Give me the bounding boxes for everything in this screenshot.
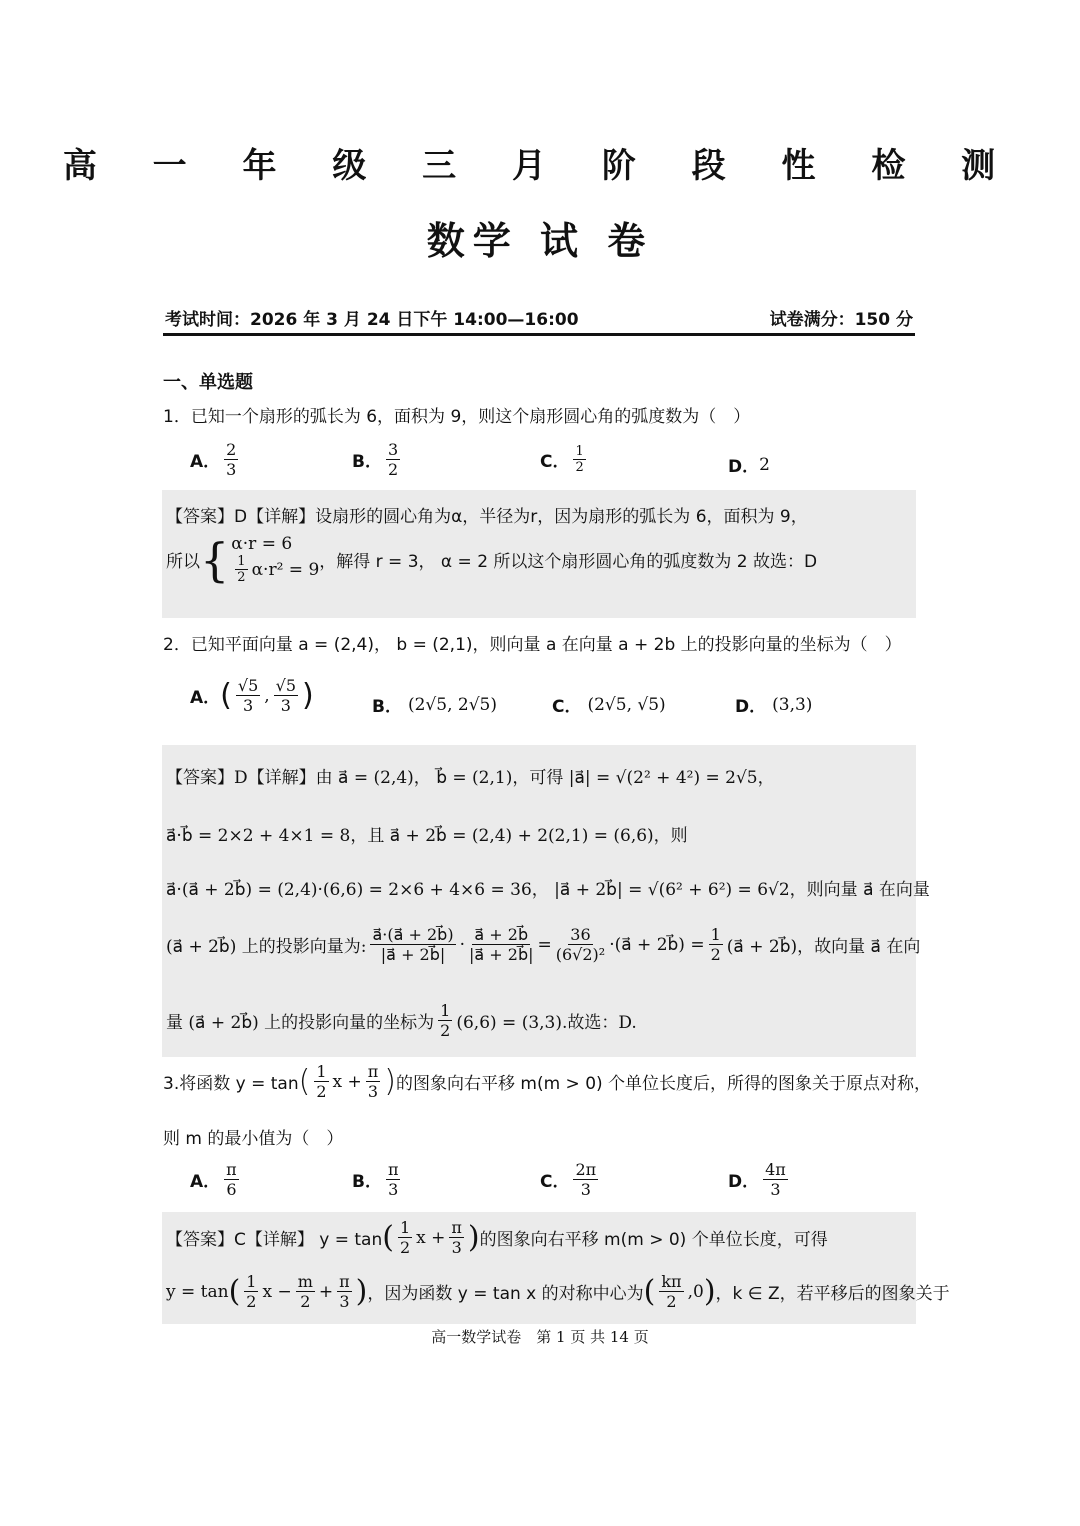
system-prefix: 所以 xyxy=(166,552,200,572)
fraction-numerator: m xyxy=(297,1272,313,1291)
exam-time: 考试时间：2026 年 3 月 24 日下午 14:00—16:00 xyxy=(165,310,579,330)
left-paren: ( xyxy=(220,677,232,713)
fraction-denominator: 2 xyxy=(710,945,721,964)
fraction-numerator: kπ xyxy=(661,1272,682,1291)
line2-middle: ，因为函数 y = tan x 的对称中心为 xyxy=(367,1284,644,1304)
q2-option-d xyxy=(735,692,812,717)
q2-answer-line3: a⃗·(a⃗ + 2b⃗) = (2,4)·(6,6) = 2×6 + 4×6 = 36， |a⃗ + 2b⃗| = √(6² + 6²) = 6√2，则向量 a⃗ 在向量 xyxy=(166,880,930,900)
fraction-numerator: √5 xyxy=(275,676,297,695)
line4-middle: ·(a⃗ + 2b⃗) = xyxy=(609,934,705,955)
fraction-denominator: 3 xyxy=(367,1082,379,1101)
right-paren: ) xyxy=(384,1063,396,1099)
option-label: B． xyxy=(352,452,382,472)
fraction-denominator: 2 xyxy=(246,1292,257,1311)
fraction-numerator: π xyxy=(451,1218,462,1237)
fraction-denominator: 3 xyxy=(226,460,237,479)
q1-answer-box xyxy=(162,490,916,618)
x-minus: x − xyxy=(262,1281,292,1302)
line5-suffix: (6,6) = (3,3).故选：D. xyxy=(456,1013,637,1033)
answer-text: 【答案】D【详解】设扇形的圆心角为α，半径为r，因为扇形的弧长为 6，面积为 9， xyxy=(166,507,808,527)
q1-answer-system xyxy=(166,534,817,585)
fraction-numerator: π xyxy=(339,1272,350,1291)
fraction-denominator: 3 xyxy=(280,696,291,715)
fraction-denominator: 2 xyxy=(300,1292,311,1311)
fraction-denominator: |a⃗ + 2b⃗| xyxy=(380,945,446,964)
fraction-numerator: 1 xyxy=(316,1062,327,1081)
fraction-denominator: 3 xyxy=(580,1180,591,1199)
line4-prefix: (a⃗ + 2b⃗) 上的投影向量为: xyxy=(166,937,367,957)
option-label: D． xyxy=(735,697,767,717)
fraction-numerator: 3 xyxy=(387,440,399,459)
fraction-numerator: 1 xyxy=(399,1218,411,1237)
fraction-numerator: 4π xyxy=(765,1160,786,1179)
left-paren: ( xyxy=(228,1273,241,1309)
q2-answer-line1: 【答案】D【详解】由 a⃗ = (2,4)， b⃗ = (2,1)，可得 |a⃗| = √(2² + 4²) = 2√5， xyxy=(166,768,775,788)
q3-answer-box xyxy=(162,1212,950,1324)
dot-operator: · xyxy=(459,934,465,955)
option-label: A． xyxy=(190,688,221,708)
line2-prefix: y = tan xyxy=(166,1281,229,1302)
section-title: 一、单选题 xyxy=(163,372,253,393)
fraction-denominator: 3 xyxy=(451,1238,462,1257)
fraction-denominator: 3 xyxy=(770,1180,781,1199)
full-score: 试卷满分：150 分 xyxy=(769,310,913,330)
q2-answer-box xyxy=(162,745,930,1057)
fraction-numerator: a⃗ + 2b⃗ xyxy=(474,925,529,944)
q3-stem-suffix: 的图象向右平移 m(m > 0) 个单位长度后，所得的图象关于原点对称， xyxy=(395,1074,932,1094)
line5-prefix: 量 (a⃗ + 2b⃗) 上的投影向量的坐标为 xyxy=(166,1013,435,1033)
fraction-denominator: 2 xyxy=(399,1238,411,1257)
option-label: B． xyxy=(372,697,402,717)
fraction-numerator: 1 xyxy=(710,925,721,944)
fraction-numerator: 2 xyxy=(226,440,237,459)
fraction-denominator: 2 xyxy=(387,460,399,479)
q1-option-a xyxy=(190,440,242,479)
line2-suffix: ，k ∈ Z，若平移后的图象关于 xyxy=(715,1284,950,1304)
exam-subtitle: 数学 试 卷 xyxy=(426,218,654,263)
fraction-numerator: 36 xyxy=(570,925,591,944)
q2-answer-line2: a⃗·b⃗ = 2×2 + 4×1 = 8，且 a⃗ + 2b⃗ = (2,4) + 2(2,1) = (6,6)，则 xyxy=(166,826,688,846)
page-footer: 高一数学试卷 第 1 页 共 14 页 xyxy=(431,1328,649,1346)
fraction-denominator: 2 xyxy=(666,1292,677,1311)
option-label: A． xyxy=(190,452,221,472)
q3-option-c xyxy=(540,1160,602,1199)
fraction-denominator: 2 xyxy=(316,1082,327,1101)
q1-option-b xyxy=(352,440,404,479)
fraction-numerator: 1 xyxy=(246,1272,257,1291)
fraction-denominator: 3 xyxy=(339,1292,350,1311)
q3-stem-x: x + xyxy=(332,1071,362,1092)
option-label: B． xyxy=(352,1172,382,1192)
fraction-numerator: π xyxy=(387,1160,399,1179)
q1-conclusion: ，解得 r = 3， α = 2 所以这个扇形圆心角的弧度数为 2 故选：D xyxy=(319,552,818,572)
q3-stem-line2: 则 m 的最小值为（ ） xyxy=(163,1129,344,1149)
q1-option-c xyxy=(540,444,590,475)
fraction-denominator: 3 xyxy=(388,1180,399,1199)
q2-option-a xyxy=(190,676,314,715)
fraction-numerator: a⃗·(a⃗ + 2b⃗) xyxy=(372,925,454,944)
fraction-numerator: 1 xyxy=(237,554,246,569)
q2-answer-line4 xyxy=(166,925,920,964)
q3-stem xyxy=(163,1062,931,1101)
q3-answer-line2 xyxy=(166,1272,950,1311)
q1-stem: 1．已知一个扇形的弧长为 6，面积为 9，则这个扇形圆心角的弧度数为（ ） xyxy=(163,407,751,427)
fraction-numerator: π xyxy=(226,1160,237,1179)
option-label: C． xyxy=(540,1172,570,1192)
left-paren: ( xyxy=(298,1063,311,1099)
option-value: (2√5, √5) xyxy=(587,694,666,715)
q2-option-b xyxy=(372,692,497,717)
zero-coordinate: ,0 xyxy=(687,1281,704,1302)
q3-stem-prefix: 3.将函数 y = tan xyxy=(163,1074,299,1094)
q3-option-d xyxy=(728,1160,792,1199)
exam-info-bar xyxy=(163,305,915,336)
fraction-denominator: 3 xyxy=(242,696,254,715)
equals-sign: = xyxy=(537,934,552,955)
fraction-denominator: 2 xyxy=(575,460,584,475)
q2-answer-line5 xyxy=(166,1001,637,1040)
q2-option-c xyxy=(552,692,666,717)
right-paren: ) xyxy=(355,1273,368,1309)
left-paren: ( xyxy=(643,1273,656,1309)
x-plus: x + xyxy=(416,1227,446,1248)
line4-suffix: (a⃗ + 2b⃗)，故向量 a⃗ 在向 xyxy=(726,937,921,957)
fraction-denominator: 6 xyxy=(226,1180,237,1199)
fraction-denominator: (6√2)² xyxy=(555,945,606,964)
right-paren: ) xyxy=(467,1219,480,1255)
option-value: (2√5, 2√5) xyxy=(407,694,497,715)
q3-option-a xyxy=(190,1160,243,1199)
right-paren: ) xyxy=(703,1273,716,1309)
fraction-denominator: 2 xyxy=(237,570,246,585)
left-brace: { xyxy=(200,532,230,587)
plus-sign: + xyxy=(318,1281,334,1302)
option-label: C． xyxy=(540,452,570,472)
q1-answer-line1 xyxy=(166,502,808,527)
fraction-numerator: 1 xyxy=(575,444,584,459)
fraction-numerator: π xyxy=(367,1062,379,1081)
line1-suffix: 的图象向右平移 m(m > 0) 个单位长度，可得 xyxy=(479,1230,828,1250)
q3-answer-line1 xyxy=(166,1218,828,1257)
q1-option-d xyxy=(728,452,770,477)
option-label: D． xyxy=(728,1172,760,1192)
left-paren: ( xyxy=(382,1219,394,1255)
fraction-denominator: |a⃗ + 2b⃗| xyxy=(468,945,534,964)
fraction-denominator: 2 xyxy=(440,1021,451,1040)
right-paren: ) xyxy=(302,677,314,713)
equation-2: α·r² = 9 xyxy=(251,559,320,580)
q3-option-b xyxy=(352,1160,404,1199)
fraction-numerator: √5 xyxy=(237,676,259,695)
exam-title: 高 一 年 级 三 月 阶 段 性 检 测 xyxy=(62,146,1018,186)
comma: , xyxy=(264,685,270,706)
q2-stem: 2．已知平面向量 a = (2,4)， b = (2,1)，则向量 a 在向量 a + 2b 上的投影向量的坐标为（ ） xyxy=(163,635,902,655)
option-value: (3,3) xyxy=(772,694,813,715)
option-label: D． xyxy=(728,457,760,477)
option-label: A． xyxy=(190,1172,221,1192)
fraction-numerator: 1 xyxy=(440,1001,451,1020)
fraction-numerator: 2π xyxy=(575,1160,597,1179)
equation-1: α·r = 6 xyxy=(231,534,293,554)
option-value: 2 xyxy=(759,454,770,475)
line1-prefix: 【答案】C【详解】 y = tan xyxy=(166,1230,383,1250)
option-label: C． xyxy=(552,697,582,717)
